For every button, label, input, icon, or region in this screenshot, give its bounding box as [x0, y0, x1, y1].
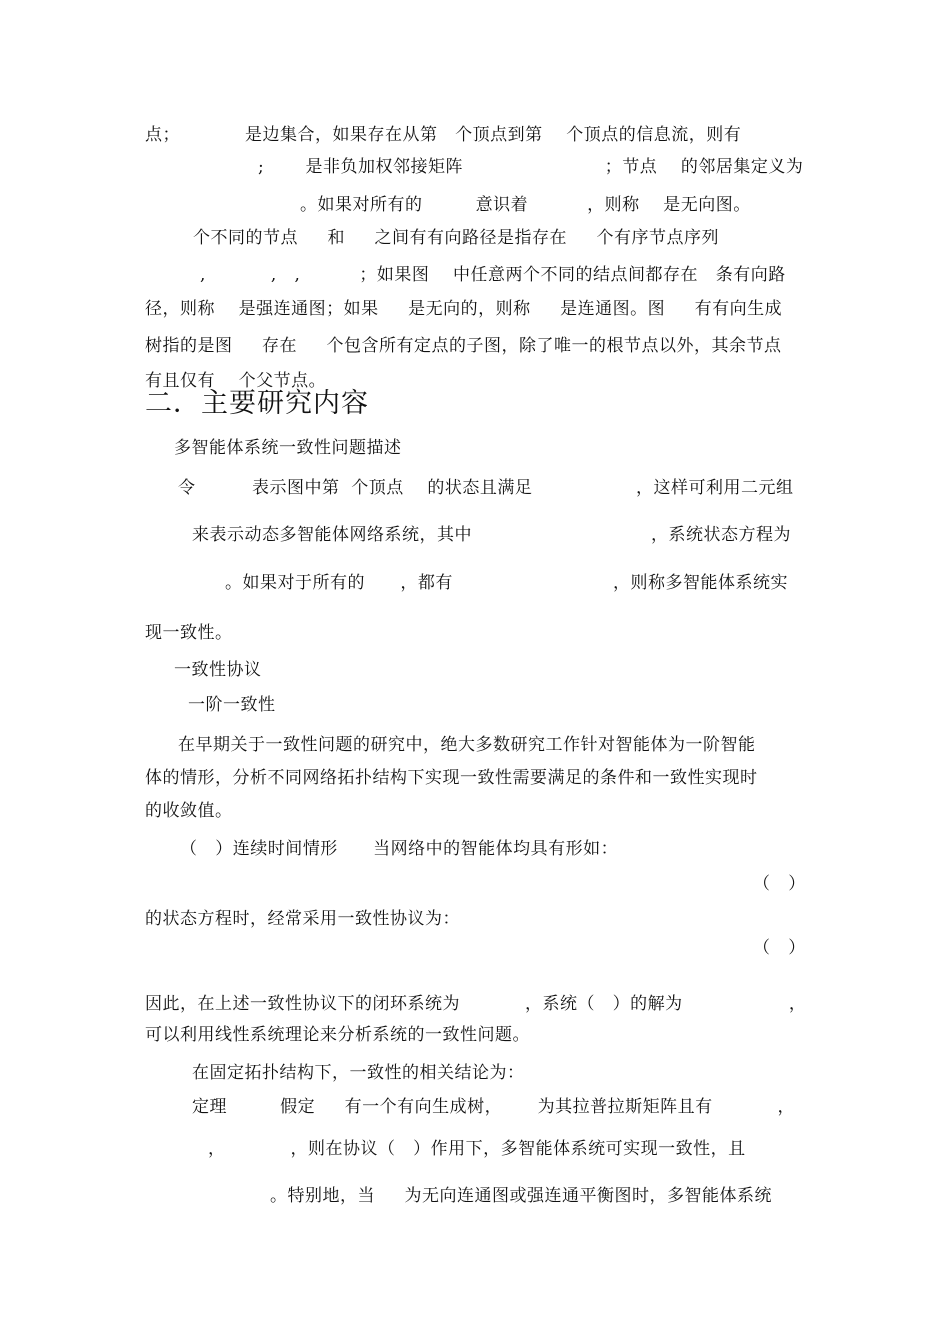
subsection-title: 一致性协议: [174, 660, 262, 680]
text-line: 令: [178, 478, 196, 498]
text-line: 现一致性。: [145, 623, 233, 643]
text-line: 在早期关于一致性问题的研究中，绝大多数研究工作针对智能体为一阶智能: [178, 735, 756, 755]
text-line: 可以利用线性系统理论来分析系统的一致性问题。: [145, 1025, 530, 1045]
text-line: 因此，在上述一致性协议下的闭环系统为 ，系统（ ）的解为 ，: [145, 994, 807, 1014]
text-line: 表示图中第 个顶点 的状态且满足: [252, 478, 533, 498]
text-line: 径，则称 是强连通图；如果 是无向的，则称 是连通图。图 有有向生成: [145, 299, 783, 319]
text-line: 。特别地，当 为无向连通图或强连通平衡图时，多智能体系统: [270, 1186, 773, 1206]
text-line: 个不同的节点 和 之间有有向路径是指存在 个有序节点序列: [193, 228, 720, 248]
text-line: 定理 假定 有一个有向生成树， 为其拉普拉斯矩阵且有 ，: [192, 1097, 796, 1117]
text-line: 来表示动态多智能体网络系统，其中: [192, 525, 472, 545]
text-line: ， ，则在协议（ ）作用下，多智能体系统可实现一致性，且: [208, 1139, 746, 1159]
text-line: 在固定拓扑结构下，一致性的相关结论为：: [192, 1063, 525, 1083]
text-line: , , , ；如果图 中任意两个不同的结点间都存在 条有向路: [200, 265, 786, 285]
text-line: 。如果对所有的 意识着 ，则称 是无向图。: [300, 195, 751, 215]
subsection-title: 一阶一致性: [188, 695, 276, 715]
equation-number: （ ）: [753, 938, 806, 958]
text-line: 的状态方程时，经常采用一致性协议为：: [145, 909, 460, 929]
equation-number: （ ）: [753, 874, 806, 894]
text-line: ; 是非负加权邻接矩阵 ；节点 的邻居集定义为: [258, 157, 804, 177]
text-line: 点； 是边集合，如果存在从第 个顶点到第 个顶点的信息流，则有: [145, 125, 742, 145]
text-line: （ ）连续时间情形 当网络中的智能体均具有形如：: [180, 839, 619, 859]
text-line: ，则称多智能体系统实: [613, 573, 788, 593]
text-line: 。如果对于所有的 ，都有: [225, 573, 453, 593]
text-line: ，系统状态方程为: [651, 525, 791, 545]
text-line: 树指的是图 存在 个包含所有定点的子图，除了唯一的根节点以外，其余节点: [145, 336, 782, 356]
text-line: 的收敛值。: [145, 801, 233, 821]
text-line: ，这样可利用二元组: [636, 478, 794, 498]
section-heading: 二．主要研究内容: [145, 388, 369, 419]
subsection-title: 多智能体系统一致性问题描述: [174, 438, 402, 458]
text-line: 有且仅有 个父节点。: [145, 371, 327, 391]
text-line: 体的情形，分析不同网络拓扑结构下实现一致性需要满足的条件和一致性实现时: [145, 768, 758, 788]
